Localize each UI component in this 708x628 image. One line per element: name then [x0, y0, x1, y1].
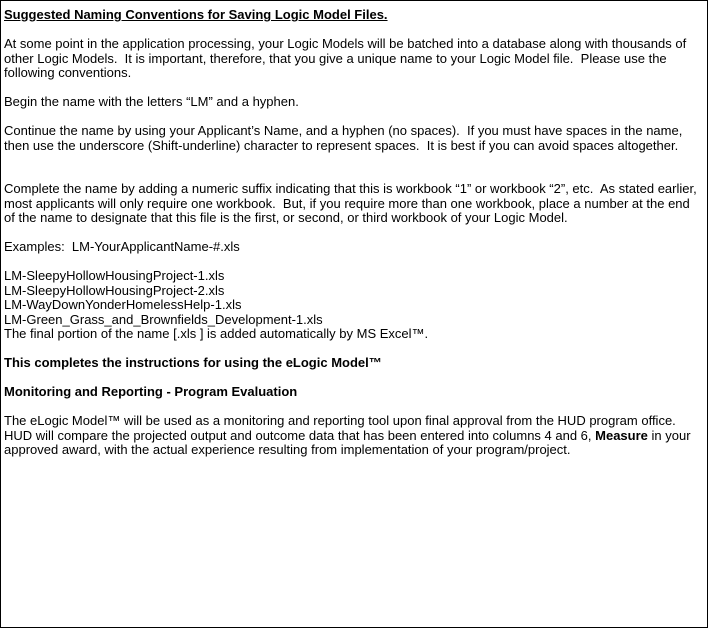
paragraph-monitoring-text-2: in your approved award, with the actual experience resulting from implementation of your program/project. — [4, 427, 695, 457]
paragraph-monitoring-text-1: The eLogic Model™ will be used as a monitoring and reporting tool upon final approval from the HUD program office. HUD will compare the projected output and outcome data that has been entered into columns 4 and 6, — [4, 413, 680, 443]
example-filename-2: LM-SleepyHollowHousingProject-2.xls — [4, 282, 225, 298]
example-filename-1: LM-SleepyHollowHousingProject-1.xls — [4, 268, 225, 283]
paragraph-complete-name: Complete the name by adding a numeric suffix indicating that this is workbook “1” or workbook “2”, etc. As stated earlier, most applicants will only require one workbook. But, if you require more than one workbook, place a number at the end of the name to designate that this file is the first, or second, or third workbook of your Logic Model. — [4, 181, 701, 225]
paragraph-monitoring — [4, 414, 703, 458]
examples-label: Examples: LM-YourApplicantName-#.xls — [4, 239, 240, 254]
paragraph-begin-name: Begin the name with the letters “LM” and a hyphen. — [4, 94, 299, 109]
paragraph-continue-name: Continue the name by using your Applicant’s Name, and a hyphen (no spaces). If you must have spaces in the name, then use the underscore (Shift-underline) character to represent spaces. It is best if you can avoid spaces altogether. — [4, 123, 686, 153]
heading-monitoring-reporting: Monitoring and Reporting - Program Evaluation — [4, 384, 298, 399]
example-filename-3: LM-WayDownYonderHomelessHelp-1.xls — [4, 297, 242, 312]
document-title: Suggested Naming Conventions for Saving Logic Model Files. — [4, 7, 388, 22]
paragraph-monitoring-measure: Measure — [595, 427, 648, 443]
paragraph-batching: At some point in the application processing, your Logic Models will be batched into a database along with thousands of other Logic Models. It is important, therefore, that you give a unique name to your Logic Model file. Please use the following conventions. — [4, 36, 690, 80]
heading-completes-instructions: This completes the instructions for using the eLogic Model™ — [4, 355, 382, 370]
paragraph-xls-note: The final portion of the name [.xls ] is added automatically by MS Excel™. — [4, 326, 429, 341]
example-filename-4: LM-Green_Grass_and_Brownfields_Development-1.xls — [4, 311, 323, 327]
